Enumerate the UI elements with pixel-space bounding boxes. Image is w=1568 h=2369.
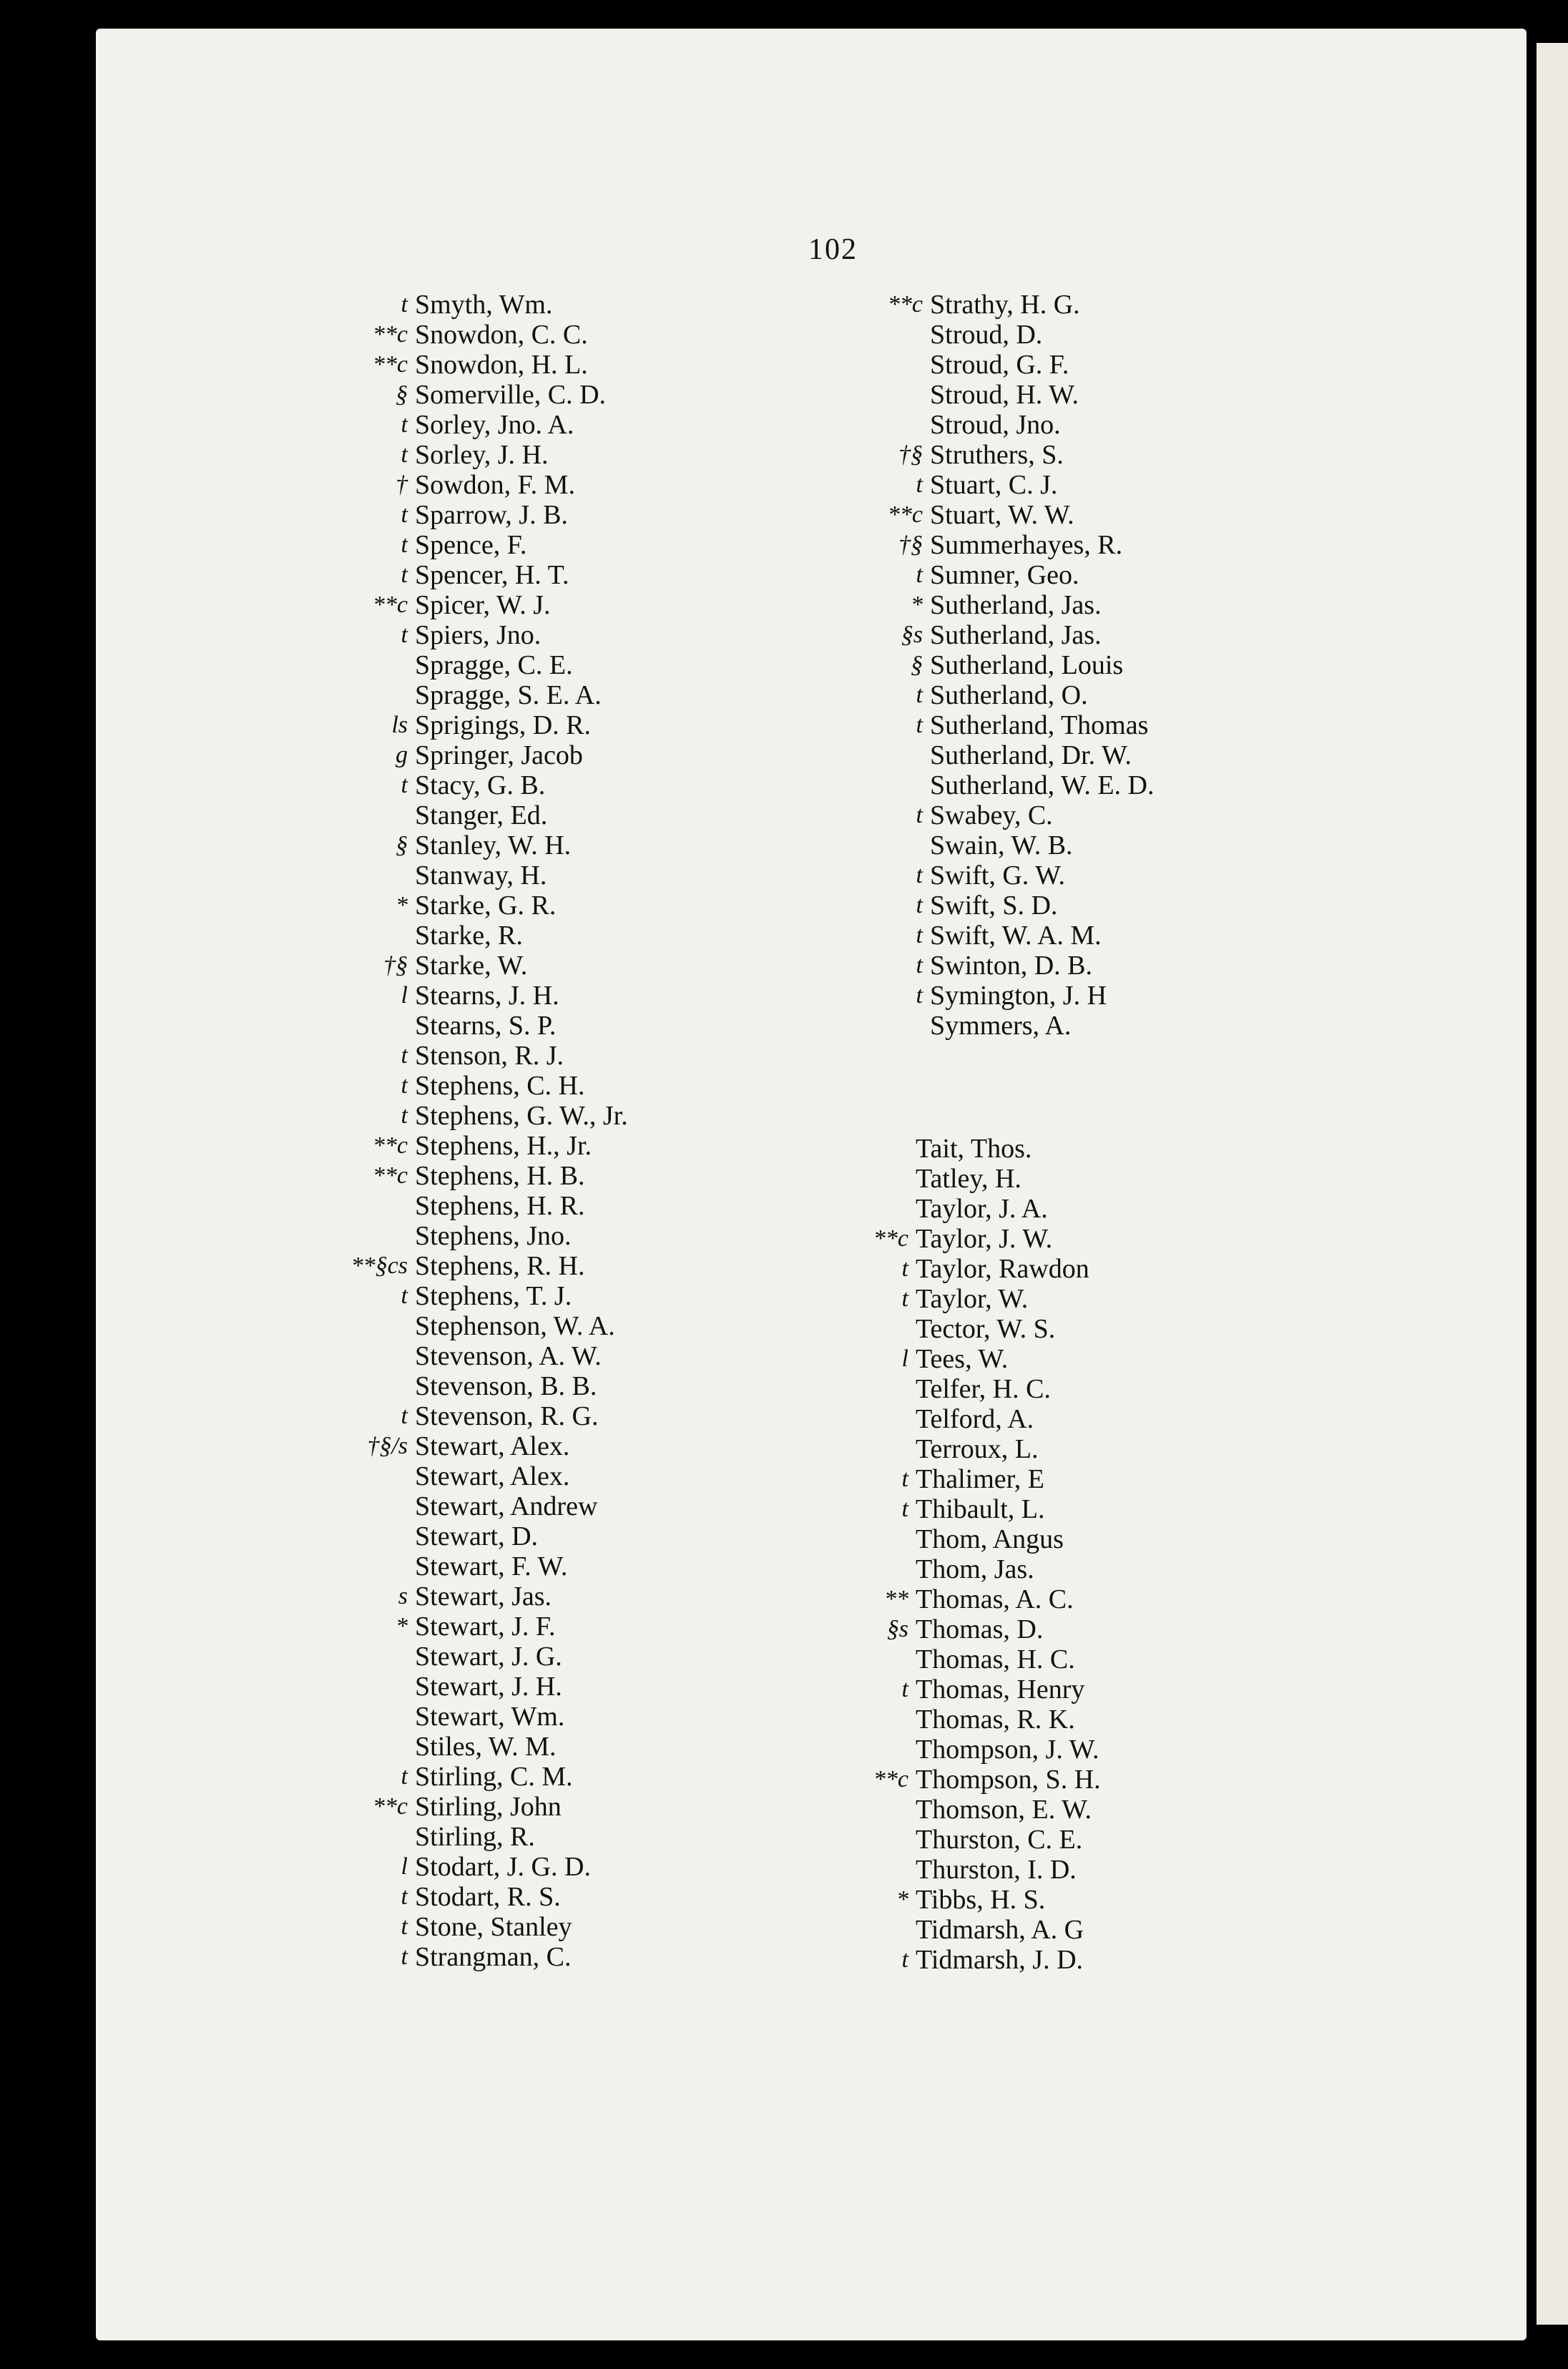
member-name: Smyth, Wm. <box>415 290 553 320</box>
list-item <box>808 1164 1381 1194</box>
list-item <box>308 1311 880 1341</box>
membership-mark: t <box>401 1913 408 1940</box>
list-item <box>308 710 880 740</box>
membership-mark: **c <box>372 1793 408 1820</box>
membership-mark: l <box>901 1345 908 1372</box>
list-item <box>808 1915 1381 1945</box>
list-item <box>808 1344 1381 1374</box>
list-item <box>823 320 1395 350</box>
list-item <box>808 1765 1381 1795</box>
list-item <box>808 1825 1381 1855</box>
membership-mark: t <box>916 922 923 948</box>
list-item <box>823 891 1395 921</box>
membership-mark: **c <box>372 321 408 348</box>
member-name: Stirling, R. <box>415 1822 535 1852</box>
list-item <box>308 1221 880 1251</box>
list-item <box>808 1314 1381 1344</box>
member-name: Symmers, A. <box>930 1011 1072 1041</box>
list-item <box>808 1434 1381 1464</box>
member-name: Thom, Jas. <box>916 1554 1034 1584</box>
member-name: Sumner, Geo. <box>930 560 1079 590</box>
member-name: Stewart, Jas. <box>415 1581 552 1612</box>
list-item <box>308 921 880 951</box>
membership-mark: t <box>901 1466 908 1492</box>
list-item <box>808 1795 1381 1825</box>
list-item <box>308 1521 880 1551</box>
member-name: Sutherland, Jas. <box>930 620 1102 650</box>
member-name: Stenson, R. J. <box>415 1041 564 1071</box>
list-item <box>308 530 880 560</box>
member-name: Stearns, S. P. <box>415 1011 557 1041</box>
member-name: Stodart, R. S. <box>415 1882 561 1912</box>
member-name: Stephens, T. J. <box>415 1281 572 1311</box>
member-name: Spragge, C. E. <box>415 650 573 680</box>
membership-mark: t <box>916 952 923 978</box>
list-item <box>308 740 880 770</box>
member-name: Taylor, J. A. <box>916 1194 1048 1224</box>
list-item <box>823 440 1395 470</box>
membership-mark: * <box>396 892 408 918</box>
membership-mark: †§ <box>898 531 923 558</box>
membership-mark: t <box>901 1496 908 1522</box>
member-name: Stanway, H. <box>415 860 547 891</box>
member-name: Stephens, H., Jr. <box>415 1131 592 1161</box>
membership-mark: t <box>916 471 923 498</box>
member-name: Sutherland, Louis <box>930 650 1124 680</box>
member-name: Stephens, C. H. <box>415 1071 585 1101</box>
member-name: Stephens, Jno. <box>415 1221 572 1251</box>
list-item <box>308 1281 880 1311</box>
membership-mark: †§ <box>898 441 923 468</box>
member-name: Sutherland, Dr. W. <box>930 740 1132 770</box>
list-item <box>808 1855 1381 1885</box>
list-item <box>308 1461 880 1491</box>
membership-mark: t <box>916 712 923 738</box>
member-name: Sutherland, Thomas <box>930 710 1149 740</box>
list-item <box>308 1732 880 1762</box>
member-name: Taylor, Rawdon <box>916 1254 1089 1284</box>
list-item <box>823 530 1395 560</box>
list-item <box>308 350 880 380</box>
member-name: Swain, W. B. <box>930 830 1073 860</box>
list-item <box>808 1644 1381 1674</box>
list-item <box>823 470 1395 500</box>
list-item <box>823 290 1395 320</box>
membership-mark: t <box>401 1042 408 1069</box>
list-item <box>308 1101 880 1131</box>
membership-mark: t <box>401 1072 408 1099</box>
membership-mark: t <box>916 561 923 588</box>
member-name: Stephens, H. B. <box>415 1161 585 1191</box>
list-item <box>308 1401 880 1431</box>
list-item <box>823 921 1395 951</box>
membership-mark: **c <box>372 1132 408 1159</box>
member-name: Tatley, H. <box>916 1164 1021 1194</box>
member-name: Stewart, Alex. <box>415 1431 570 1461</box>
member-name: Thompson, J. W. <box>916 1735 1099 1765</box>
membership-mark: t <box>401 1943 408 1970</box>
membership-mark: l <box>401 1853 408 1880</box>
right-name-column-t <box>808 1134 1381 1975</box>
member-name: Tidmarsh, J. D. <box>916 1945 1084 1975</box>
list-item <box>823 560 1395 590</box>
list-item <box>308 1792 880 1822</box>
list-item <box>308 800 880 830</box>
member-name: Stodart, J. G. D. <box>415 1852 591 1882</box>
member-name: Starke, R. <box>415 921 523 951</box>
membership-mark: t <box>401 772 408 798</box>
member-name: Thomson, E. W. <box>916 1795 1092 1825</box>
member-name: Spence, F. <box>415 530 527 560</box>
member-name: Stirling, C. M. <box>415 1762 573 1792</box>
membership-mark: **c <box>873 1766 908 1792</box>
list-item <box>308 981 880 1011</box>
list-item <box>308 1071 880 1101</box>
member-name: Stewart, Alex. <box>415 1461 570 1491</box>
list-item <box>308 860 880 891</box>
list-item <box>308 1041 880 1071</box>
member-name: Stephenson, W. A. <box>415 1311 615 1341</box>
membership-mark: t <box>401 501 408 528</box>
list-item <box>808 1194 1381 1224</box>
member-name: Taylor, J. W. <box>916 1224 1053 1254</box>
member-name: Starke, G. R. <box>415 891 557 921</box>
list-item <box>823 500 1395 530</box>
member-name: Spragge, S. E. A. <box>415 680 602 710</box>
member-name: Stearns, J. H. <box>415 981 559 1011</box>
member-name: Thibault, L. <box>916 1494 1045 1524</box>
list-item <box>823 860 1395 891</box>
membership-mark: **c <box>372 592 408 618</box>
list-item <box>308 830 880 860</box>
membership-mark: g <box>396 742 408 768</box>
member-name: Sorley, J. H. <box>415 440 549 470</box>
member-name: Thompson, S. H. <box>916 1765 1101 1795</box>
membership-mark: ** <box>884 1586 908 1612</box>
list-item <box>308 320 880 350</box>
member-name: Stone, Stanley <box>415 1912 572 1942</box>
list-item <box>808 1554 1381 1584</box>
list-item <box>308 1131 880 1161</box>
left-name-column <box>308 290 880 1972</box>
list-item <box>308 410 880 440</box>
member-name: Thomas, H. C. <box>916 1644 1075 1674</box>
membership-mark: ls <box>391 712 408 738</box>
list-item <box>823 830 1395 860</box>
list-item <box>808 1464 1381 1494</box>
list-item <box>308 770 880 800</box>
list-item <box>823 1011 1395 1041</box>
member-name: Telfer, H. C. <box>916 1374 1051 1404</box>
membership-mark: t <box>916 862 923 888</box>
list-item <box>308 1672 880 1702</box>
list-item <box>823 740 1395 770</box>
member-name: Sowdon, F. M. <box>415 470 575 500</box>
member-name: Stewart, F. W. <box>415 1551 568 1581</box>
list-item <box>808 1614 1381 1644</box>
member-name: Somerville, C. D. <box>415 380 607 410</box>
list-item <box>308 1942 880 1972</box>
member-name: Strathy, H. G. <box>930 290 1080 320</box>
member-name: Sutherland, O. <box>930 680 1088 710</box>
list-item <box>308 1431 880 1461</box>
member-name: Stewart, J. G. <box>415 1642 562 1672</box>
list-item <box>308 1822 880 1852</box>
member-name: Thomas, R. K. <box>916 1705 1075 1735</box>
list-item <box>308 470 880 500</box>
list-item <box>823 951 1395 981</box>
list-item <box>308 1161 880 1191</box>
membership-mark: t <box>401 622 408 648</box>
list-item <box>823 800 1395 830</box>
list-item <box>308 1912 880 1942</box>
member-name: Spencer, H. T. <box>415 560 569 590</box>
list-item <box>308 1612 880 1642</box>
membership-mark: § <box>911 652 923 678</box>
member-name: Stuart, C. J. <box>930 470 1058 500</box>
list-item <box>308 500 880 530</box>
member-name: Swift, S. D. <box>930 891 1058 921</box>
list-item <box>308 590 880 620</box>
list-item <box>308 560 880 590</box>
member-name: Stewart, D. <box>415 1521 539 1551</box>
list-item <box>308 1341 880 1371</box>
member-name: Swinton, D. B. <box>930 951 1092 981</box>
list-item <box>808 1374 1381 1404</box>
list-item <box>308 380 880 410</box>
list-item <box>308 1581 880 1612</box>
membership-mark: t <box>401 1883 408 1910</box>
list-item <box>808 1284 1381 1314</box>
member-name: Stephens, G. W., Jr. <box>415 1101 628 1131</box>
list-item <box>308 951 880 981</box>
membership-mark: **c <box>887 501 923 528</box>
membership-mark: t <box>401 411 408 438</box>
list-item <box>823 680 1395 710</box>
member-name: Stirling, John <box>415 1792 562 1822</box>
member-name: Snowdon, H. L. <box>415 350 588 380</box>
list-item <box>308 1642 880 1672</box>
list-item <box>808 1254 1381 1284</box>
list-item <box>823 350 1395 380</box>
list-item <box>823 770 1395 800</box>
membership-mark: § <box>396 832 408 858</box>
list-item <box>808 1224 1381 1254</box>
member-name: Thomas, Henry <box>916 1674 1085 1705</box>
member-name: Stacy, G. B. <box>415 770 546 800</box>
membership-mark: **c <box>372 1162 408 1189</box>
member-name: Thurston, I. D. <box>916 1855 1077 1885</box>
member-name: Stewart, Andrew <box>415 1491 598 1521</box>
member-name: Tibbs, H. S. <box>916 1885 1046 1915</box>
membership-mark: t <box>916 682 923 708</box>
list-item <box>808 1885 1381 1915</box>
list-item <box>823 620 1395 650</box>
list-item <box>823 410 1395 440</box>
member-name: Starke, W. <box>415 951 528 981</box>
list-item <box>308 1882 880 1912</box>
membership-mark: §s <box>886 1616 908 1642</box>
member-name: Sutherland, W. E. D. <box>930 770 1155 800</box>
list-item <box>823 380 1395 410</box>
membership-mark: **§cs <box>351 1252 408 1279</box>
member-name: Stroud, G. F. <box>930 350 1069 380</box>
list-item <box>308 290 880 320</box>
list-item <box>808 1494 1381 1524</box>
list-item <box>823 981 1395 1011</box>
list-item <box>308 1852 880 1882</box>
member-name: Tait, Thos. <box>916 1134 1032 1164</box>
member-name: Stephens, H. R. <box>415 1191 585 1221</box>
membership-mark: * <box>911 592 923 618</box>
member-name: Stroud, D. <box>930 320 1043 350</box>
list-item <box>808 1584 1381 1614</box>
list-item <box>808 1134 1381 1164</box>
membership-mark: § <box>396 381 408 408</box>
membership-mark: t <box>916 892 923 918</box>
membership-mark: t <box>401 1763 408 1790</box>
member-name: Sparrow, J. B. <box>415 500 568 530</box>
membership-mark: l <box>401 982 408 1009</box>
member-name: Spicer, W. J. <box>415 590 551 620</box>
member-name: Thomas, A. C. <box>916 1584 1074 1614</box>
membership-mark: t <box>401 531 408 558</box>
list-item <box>308 1762 880 1792</box>
member-name: Stroud, H. W. <box>930 380 1079 410</box>
list-item <box>808 1674 1381 1705</box>
list-item <box>808 1945 1381 1975</box>
membership-mark: t <box>401 291 408 318</box>
member-name: Stanger, Ed. <box>415 800 548 830</box>
list-item <box>308 1251 880 1281</box>
member-name: Stewart, Wm. <box>415 1702 565 1732</box>
member-name: Swift, W. A. M. <box>930 921 1102 951</box>
membership-mark: **c <box>873 1225 908 1252</box>
list-item <box>308 1371 880 1401</box>
member-name: Stevenson, B. B. <box>415 1371 597 1401</box>
membership-mark: t <box>916 982 923 1009</box>
member-name: Stuart, W. W. <box>930 500 1074 530</box>
list-item <box>308 1491 880 1521</box>
member-name: Stevenson, R. G. <box>415 1401 599 1431</box>
member-name: Swabey, C. <box>930 800 1053 830</box>
page-number: 102 <box>808 233 858 266</box>
member-name: Stiles, W. M. <box>415 1732 557 1762</box>
member-name: Stanley, W. H. <box>415 830 572 860</box>
list-item <box>308 891 880 921</box>
list-item <box>308 1702 880 1732</box>
list-item <box>308 680 880 710</box>
membership-mark: t <box>401 441 408 468</box>
member-name: Thomas, D. <box>916 1614 1044 1644</box>
membership-mark: * <box>396 1613 408 1639</box>
membership-mark: t <box>901 1285 908 1312</box>
member-name: Taylor, W. <box>916 1284 1029 1314</box>
member-name: Stewart, J. F. <box>415 1612 556 1642</box>
member-name: Springer, Jacob <box>415 740 583 770</box>
member-name: Tidmarsh, A. G <box>916 1915 1084 1945</box>
member-name: Sutherland, Jas. <box>930 590 1102 620</box>
member-name: Stewart, J. H. <box>415 1672 562 1702</box>
membership-mark: s <box>398 1583 408 1609</box>
member-name: Snowdon, C. C. <box>415 320 588 350</box>
member-name: Sorley, Jno. A. <box>415 410 574 440</box>
facing-page-edge <box>1537 43 1568 2325</box>
right-name-column-s <box>823 290 1395 1041</box>
member-name: Stephens, R. H. <box>415 1251 585 1281</box>
membership-mark: t <box>401 1403 408 1429</box>
membership-mark: t <box>401 561 408 588</box>
member-name: Stevenson, A. W. <box>415 1341 602 1371</box>
member-name: Thom, Angus <box>916 1524 1064 1554</box>
member-name: Tees, W. <box>916 1344 1009 1374</box>
membership-mark: t <box>901 1255 908 1282</box>
list-item <box>808 1735 1381 1765</box>
membership-mark: **c <box>372 351 408 378</box>
list-item <box>808 1705 1381 1735</box>
membership-mark: * <box>896 1886 908 1913</box>
member-name: Swift, G. W. <box>930 860 1065 891</box>
member-name: Spiers, Jno. <box>415 620 542 650</box>
membership-mark: t <box>901 1676 908 1702</box>
list-item <box>308 440 880 470</box>
list-item <box>808 1524 1381 1554</box>
member-name: Telford, A. <box>916 1404 1034 1434</box>
membership-mark: † <box>396 471 408 498</box>
list-item <box>308 1551 880 1581</box>
list-item <box>308 1011 880 1041</box>
member-name: Sprigings, D. R. <box>415 710 591 740</box>
list-item <box>808 1404 1381 1434</box>
membership-mark: †§/s <box>367 1433 408 1459</box>
member-name: Strangman, C. <box>415 1942 572 1972</box>
membership-mark: †§ <box>383 952 408 978</box>
membership-mark: **c <box>887 291 923 318</box>
list-item <box>823 650 1395 680</box>
member-name: Tector, W. S. <box>916 1314 1056 1344</box>
member-name: Symington, J. H <box>930 981 1107 1011</box>
member-name: Thalimer, E <box>916 1464 1044 1494</box>
membership-mark: t <box>916 802 923 828</box>
list-item <box>823 590 1395 620</box>
member-name: Terroux, L. <box>916 1434 1039 1464</box>
list-item <box>308 650 880 680</box>
list-item <box>308 620 880 650</box>
membership-mark: §s <box>901 622 923 648</box>
membership-mark: t <box>401 1102 408 1129</box>
list-item <box>308 1191 880 1221</box>
member-name: Stroud, Jno. <box>930 410 1061 440</box>
member-name: Struthers, S. <box>930 440 1064 470</box>
membership-mark: t <box>401 1282 408 1309</box>
member-name: Summerhayes, R. <box>930 530 1123 560</box>
membership-mark: t <box>901 1946 908 1973</box>
member-name: Thurston, C. E. <box>916 1825 1083 1855</box>
list-item <box>823 710 1395 740</box>
